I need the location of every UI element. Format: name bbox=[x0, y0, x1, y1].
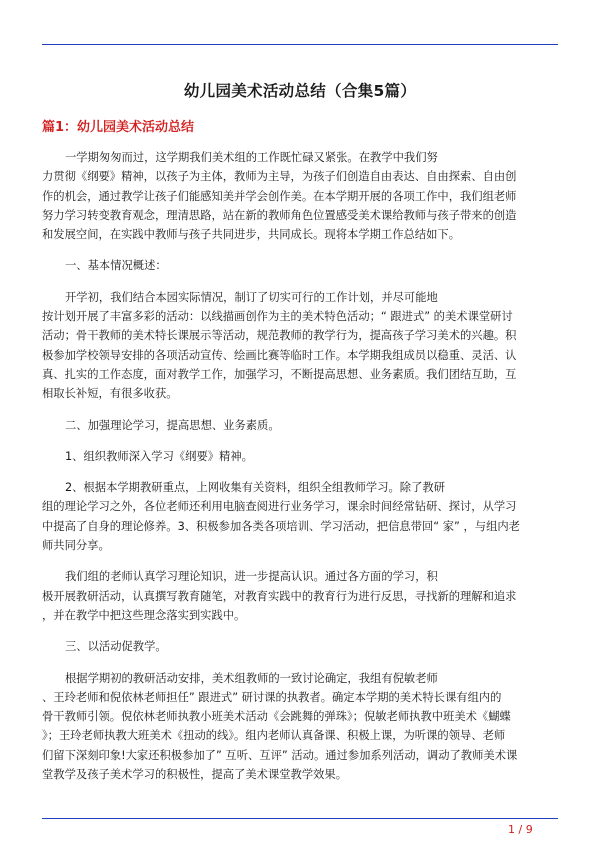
text-line: 师共同分享。 bbox=[42, 539, 110, 553]
document-title: 幼儿园美术活动总结（合集5篇） bbox=[183, 82, 417, 100]
heading-overview: 一、基本情况概述： bbox=[65, 259, 167, 273]
paragraph-intro bbox=[42, 148, 558, 244]
text-line: 中提高了自身的理论修养。3、积极参加各类各项培训、学习活动，把信息带回“ 家” ，与组内老 bbox=[42, 519, 520, 533]
text-line: 和发展空间，在实践中教师与孩子共同进步，共同成长。现将本学期工作总结如下。 bbox=[42, 228, 460, 242]
heading-theory: 二、加强理论学习，提高思想、业务素质。 bbox=[65, 418, 280, 432]
heading-activities: 三、以活动促教学。 bbox=[65, 640, 167, 654]
text-line: 一学期匆匆而过，这学期我们美术组的工作既忙碌又紧张。在教学中我们努 bbox=[65, 151, 438, 164]
text-line: 活动；骨干教师的美术特长课展示等活动，规范教师的教学行为，提高孩子学习美术的兴趣。积 bbox=[42, 329, 517, 343]
section-title: 篇1：幼儿园美术活动总结 bbox=[42, 120, 195, 135]
text-line: 我们组的老师认真学习理论知识，进一步提高认识。通过各方面的学习，积 bbox=[65, 570, 438, 584]
text-line: 骨干教师引领。倪依林老师执教小班美术活动《会跳舞的弹珠》；倪敏老师执教中班美术《蝴蝶 bbox=[42, 710, 511, 724]
paragraph-reflection bbox=[42, 567, 558, 625]
text-line: 真、扎实的工作态度，面对教学工作，加强学习，不断提高思想、业务素质。我们团结互助，互 bbox=[42, 367, 517, 381]
text-line: 按计划开展了丰富多彩的活动：以线描画创作为主的美术特色活动；“ 跟进式” 的美术课堂研讨 bbox=[42, 310, 513, 324]
text-line: 2、根据本学期教研重点，上网收集有关资料，组织全组教师学习。除了教研 bbox=[65, 481, 445, 495]
text-line: 们留下深刻印象!大家还积极参加了” 互听、互评” 活动。通过参加系列活动，调动了教师美术课 bbox=[42, 748, 518, 762]
page-number: 1 / 9 bbox=[508, 823, 533, 836]
text-line: 作的机会，通过教学让孩子们能感知美并学会创作美。在本学期开展的各项工作中，我们组老师 bbox=[42, 189, 517, 203]
text-line: 、王玲老师和倪依林老师担任” 跟进式” 研讨课的执教者。确定本学期的美术特长课有组内的 bbox=[42, 690, 502, 704]
text-line: 极参加学校领导安排的各项活动宣传、绘画比赛等临时工作。本学期我组成员以稳重、灵活、认 bbox=[42, 348, 517, 362]
document-body bbox=[42, 148, 558, 796]
text-line: 根据学期初的教研活动安排，美术组教师的一致讨论确定，我组有倪敏老师 bbox=[65, 671, 438, 685]
text-line: 组的理论学习之外，各位老师还利用电脑查阅进行业务学习，课余时间经常钻研、探讨，从学习 bbox=[42, 500, 517, 514]
text-line: 堂教学及孩子美术学习的积极性，提高了美术课堂教学效果。 bbox=[42, 768, 348, 782]
paragraph-research bbox=[42, 478, 558, 555]
text-line: 》；王玲老师执教大班美术《扭动的线》。组内老师认真备课、积极上课，为听课的领导、老师 bbox=[42, 729, 506, 743]
text-line: 极开展教研活动，认真撰写教育随笔，对教育实践中的教育行为进行反思，寻找新的理解和追求 bbox=[42, 589, 517, 603]
paragraph-overview bbox=[42, 288, 558, 404]
text-line: 力贯彻《纲要》精神，以孩子为主体，教师为主导，为孩子们创造自由表达、自由探索、自由创 bbox=[42, 170, 517, 184]
text-line: 相取长补短，有很多收获。 bbox=[42, 387, 178, 401]
paragraph-activities bbox=[42, 669, 558, 785]
top-rule bbox=[42, 44, 558, 45]
text-line: 努力学习转变教育观念，理清思路，站在新的教师角色位置感受美术课给教师与孩子带来的创造 bbox=[42, 208, 517, 222]
text-line: ，并在教学中把这些理念落实到实践中。 bbox=[42, 608, 246, 622]
text-line: 开学初，我们结合本园实际情况，制订了切实可行的工作计划，并尽可能地 bbox=[65, 290, 438, 304]
bottom-rule bbox=[42, 818, 558, 819]
heading-outline-study: 1、组织教师深入学习《纲要》精神。 bbox=[65, 449, 253, 463]
